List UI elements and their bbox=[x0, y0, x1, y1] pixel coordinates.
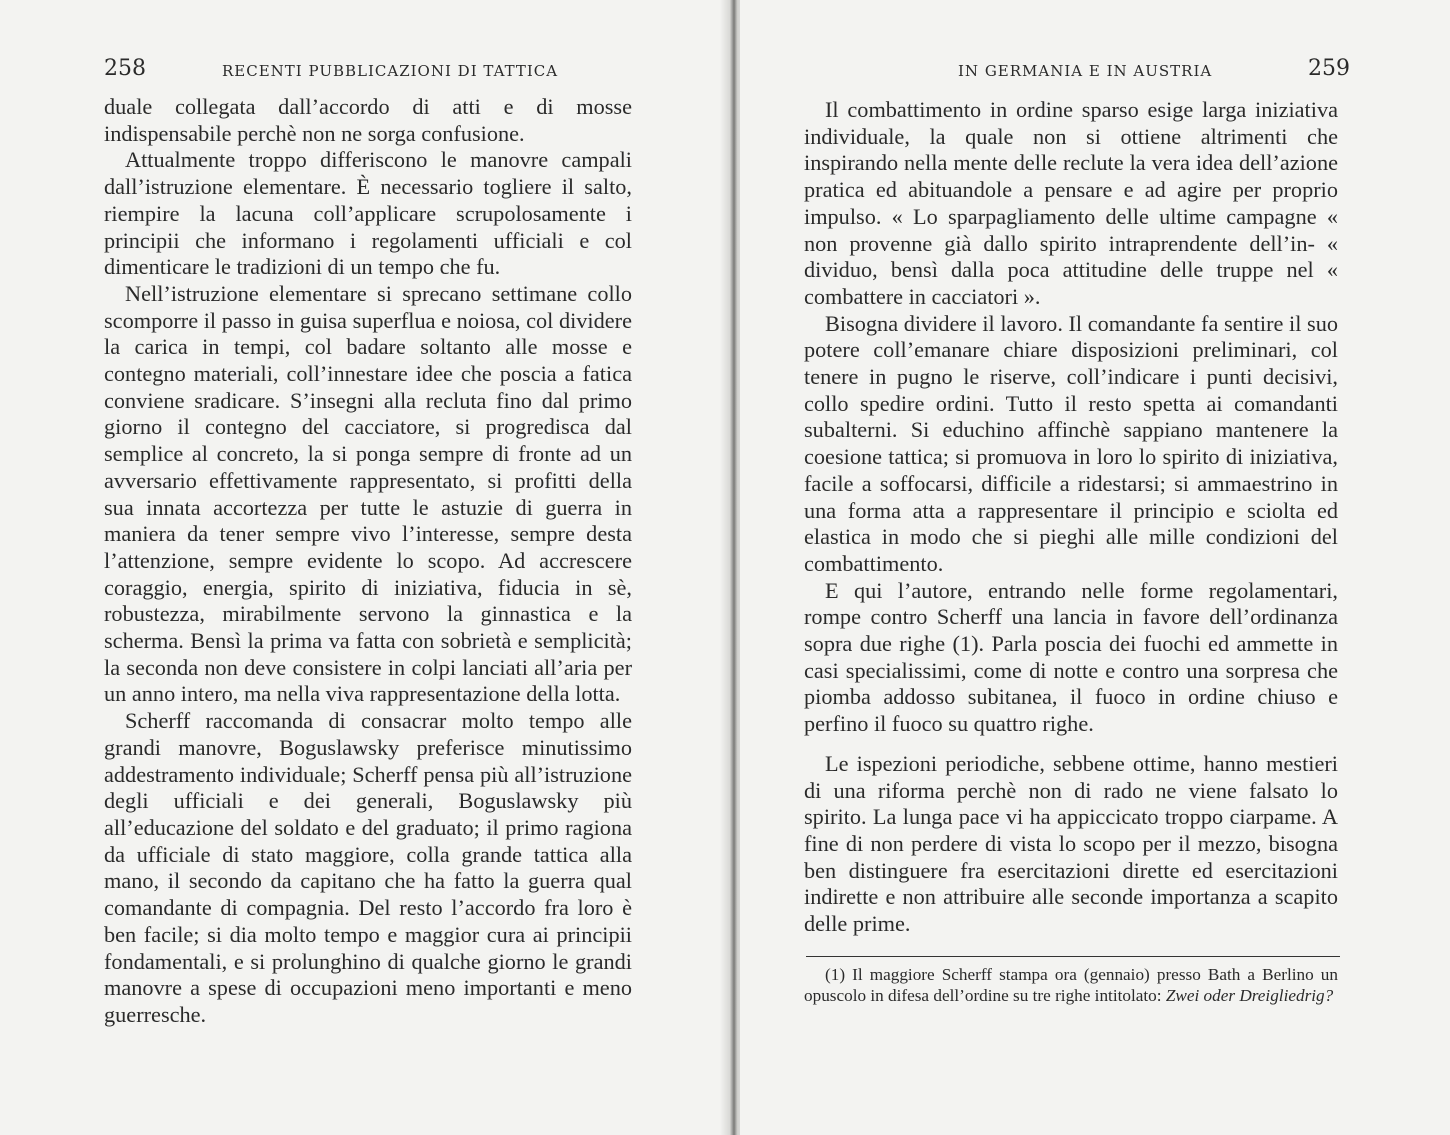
paragraph: Nell’istruzione elementare si sprecano settimane collo scomporre il passo in guisa superflua e noiosa, col dividere la carica in tempi, col badare soltanto alle mosse e contegno materiali, coll’innestare idee che poscia a fatica conviene sradicare. S’insegni alla recluta fino dal primo giorno il contegno del cacciatore, si progredisca dal semplice al concreto, la si ponga sempre di fronte ad un avversario effettivamente rappresentato, si profitti della sua innata accortezza per tutte le astuzie di guerra in maniera da tener sempre vivo l’interesse, sempre desta l’attenzione, sempre evidente lo scopo. Ad accrescere coraggio, energia, spirito di iniziativa, fiducia in sè, robustezza, mirabilmente servono la ginnastica e la scherma. Bensì la prima va fatta con sobrietà e semplicità; la seconda non deve consistere in colpi lanciati all’aria per un anno intero, ma nella viva rappresentazione della lotta. bbox=[104, 280, 632, 707]
paragraph: duale collegata dall’accordo di atti e di mosse indispensabile perchè non ne sorga confusione. bbox=[104, 94, 632, 146]
page-number: 259 bbox=[1308, 56, 1350, 81]
running-head: RECENTI PUBBLICAZIONI DI TATTICA bbox=[222, 62, 559, 80]
paragraph: Bisogna dividere il lavoro. Il comandante fa sentire il suo potere coll’emanare chiare disposizioni preliminari, col tenere in pugno le riserve, coll’indicare i punti decisivi, collo spedire ordini. Tutto il resto spetta ai comandanti subalterni. Si educhino affinchè sappiano mantenere la coesione tattica; si promuova in loro lo spirito di iniziativa, facile a soffocarsi, difficile a ridestarsi; si ammaestrino in una forma atta a rappresentare il principio e sciolta ed elastica in modo che si pieghi alle mille condizioni del combattimento. bbox=[804, 310, 1338, 576]
paragraph: Il combattimento in ordine sparso esige larga iniziativa individuale, la quale non si ottiene altrimenti che inspirando nella mente delle reclute la vera idea dell’azione pratica ed abituandole a pensare e ad agire per proprio impulso. « Lo sparpagliamento delle ultime campagne « non provenne già dallo spirito intraprendente dell’in- « dividuo, bensì dalla poca attitudine delle truppe nel « combattere in cacciatori ». bbox=[804, 97, 1338, 309]
page-number: 258 bbox=[104, 56, 146, 81]
paragraph: Scherff raccomanda di consacrar molto tempo alle grandi manovre, Boguslawsky preferisce minutissimo addestramento individuale; Scherff pensa più all’istruzione degli ufficiali e dei generali, Boguslawsky più all’educazione del soldato e del graduato; il primo ragiona da ufficiale di stato maggiore, colla grande tattica alla mano, il secondo da capitano che ha fatto la guerra qual comandante di compagnia. Del resto l’accordo fra loro è ben facile; si dia molto tempo e maggior cura ai principii fondamentali, e si prolunghino di qualche giorno le grandi manovre a spese di occupazioni meno importanti e meno guerresche. bbox=[104, 708, 632, 1027]
right-page bbox=[740, 0, 1450, 1135]
footnote-paragraph bbox=[804, 964, 1338, 1006]
footnote-rule bbox=[806, 956, 1340, 957]
paragraph: E qui l’autore, entrando nelle forme regolamentari, rompe contro Scherff una lancia in favore dell’ordinanza sopra due righe (1). Parla poscia dei fuochi ed ammette in casi specialissimi, come di notte e contro una sorpresa che piomba addosso subitanea, il fuoco in ordine chiuso e perfino il fuoco su quattro righe. bbox=[804, 577, 1338, 737]
footnote-title: Zwei oder Dreigliedrig? bbox=[1165, 986, 1334, 1005]
paragraph: Attualmente troppo differiscono le manovre campali dall’istruzione elementare. È necessario togliere il salto, riempire la lacuna coll’applicare scrupolosamente i principii che informano i regolamenti ufficiali e col dimenticare le tradizioni di un tempo che fu. bbox=[104, 147, 632, 280]
paragraph: Le ispezioni periodiche, sebbene ottime, hanno mestieri di una riforma perchè non di rado ne viene falsato lo spirito. La lunga pace vi ha appiccicato troppo ciarpame. A fine di non perdere di vista lo scopo per il mezzo, bisogna ben distinguere fra esercitazioni dirette ed esercitazioni indirette e non attribuire alle seconde importanza a scapito delle prime. bbox=[804, 750, 1338, 937]
running-head: IN GERMANIA E IN AUSTRIA bbox=[958, 62, 1213, 80]
body-text bbox=[104, 94, 632, 1029]
body-text bbox=[804, 97, 1338, 938]
footnote-text: (1) Il maggiore Scherff stampa ora (gennaio) presso Bath a Berlino un opuscolo in difesa dell’ordine su tre righe intitolato: bbox=[804, 965, 1338, 1005]
footnote bbox=[804, 964, 1338, 1006]
